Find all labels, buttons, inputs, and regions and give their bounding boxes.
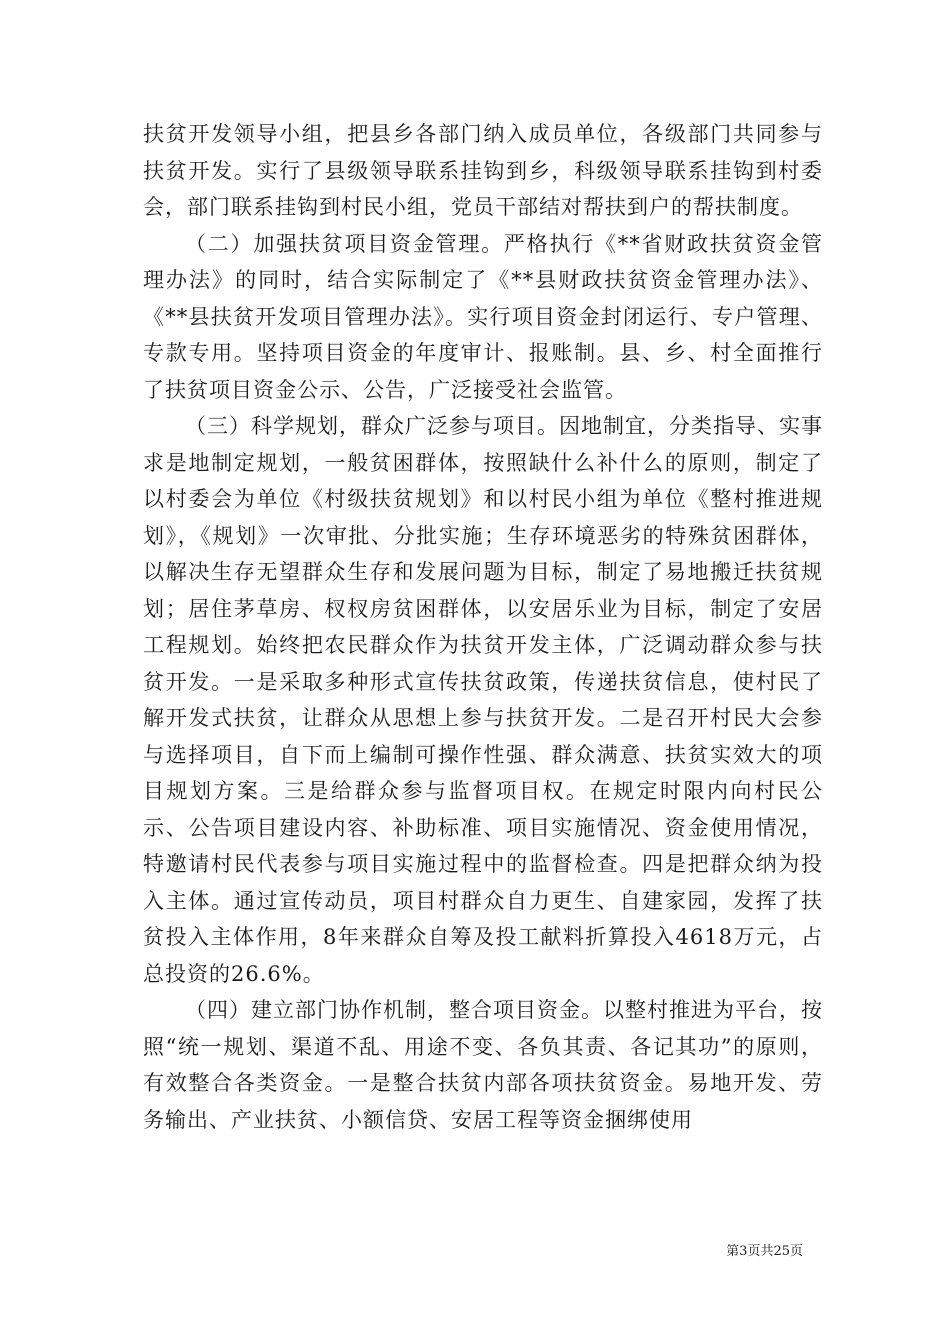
paragraph-fund-management: （二）加强扶贫项目资金管理。严格执行《**省财政扶贫资金管理办法》的同时，结合实际制定了《**县财政扶贫资金管理办法》、《**县扶贫开发项目管理办法》。实行项目资金封闭运行、专户管理、专款专用。坚持项目资金的年度审计、报账制。县、乡、村全面推行了扶贫项目资金公示、公告，广泛接受社会监管。 — [143, 231, 823, 402]
paragraph-department-cooperation: （四）建立部门协作机制，整合项目资金。以整村推进为平台，按照“统一规划、渠道不乱、用途不变、各负其责、各记其功”的原则，有效整合各类资金。一是整合扶贫内部各项扶贫资金。易地开发、劳务输出、产业扶贫、小额信贷、安居工程等资金捆绑使用 — [143, 998, 823, 1132]
body-text — [143, 116, 823, 1138]
page-number: 第3页共25页 — [726, 1244, 803, 1259]
paragraph-continuation: 扶贫开发领导小组，把县乡各部门纳入成员单位，各级部门共同参与扶贫开发。实行了县级领导联系挂钩到乡，科级领导联系挂钩到村委会，部门联系挂钩到村民小组，党员干部结对帮扶到户的帮扶制度。 — [143, 122, 823, 219]
paragraph-planning: （三）科学规划，群众广泛参与项目。因地制宜，分类指导、实事求是地制定规划，一般贫困群体，按照缺什么补什么的原则，制定了以村委会为单位《村级扶贫规划》和以村民小组为单位《整村推进规划》，《规划》一次审批、分批实施；生存环境恶劣的特殊贫困群体，以解决生存无望群众生存和发展问题为目标，制定了易地搬迁扶贫规划；居住茅草房、杈杈房贫困群体，以安居乐业为目标，制定了安居工程规划。始终把农民群众作为扶贫开发主体，广泛调动群众参与扶贫开发。一是采取多种形式宣传扶贫政策，传递扶贫信息，使村民了解开发式扶贫，让群众从思想上参与扶贫开发。二是召开村民大会参与选择项目，自下而上编制可操作性强、群众满意、扶贫实效大的项目规划方案。三是给群众参与监督项目权。在规定时限内向村民公示、公告项目建设内容、补助标准、项目实施情况、资金使用情况，特邀请村民代表参与项目实施过程中的监督检查。四是把群众纳为投入主体。通过宣传动员，项目村群众自力更生、自建家园，发挥了扶贫投入主体作用，8年来群众自筹及投工献料折算投入4618万元，占总投资的26.6%。 — [143, 414, 823, 986]
